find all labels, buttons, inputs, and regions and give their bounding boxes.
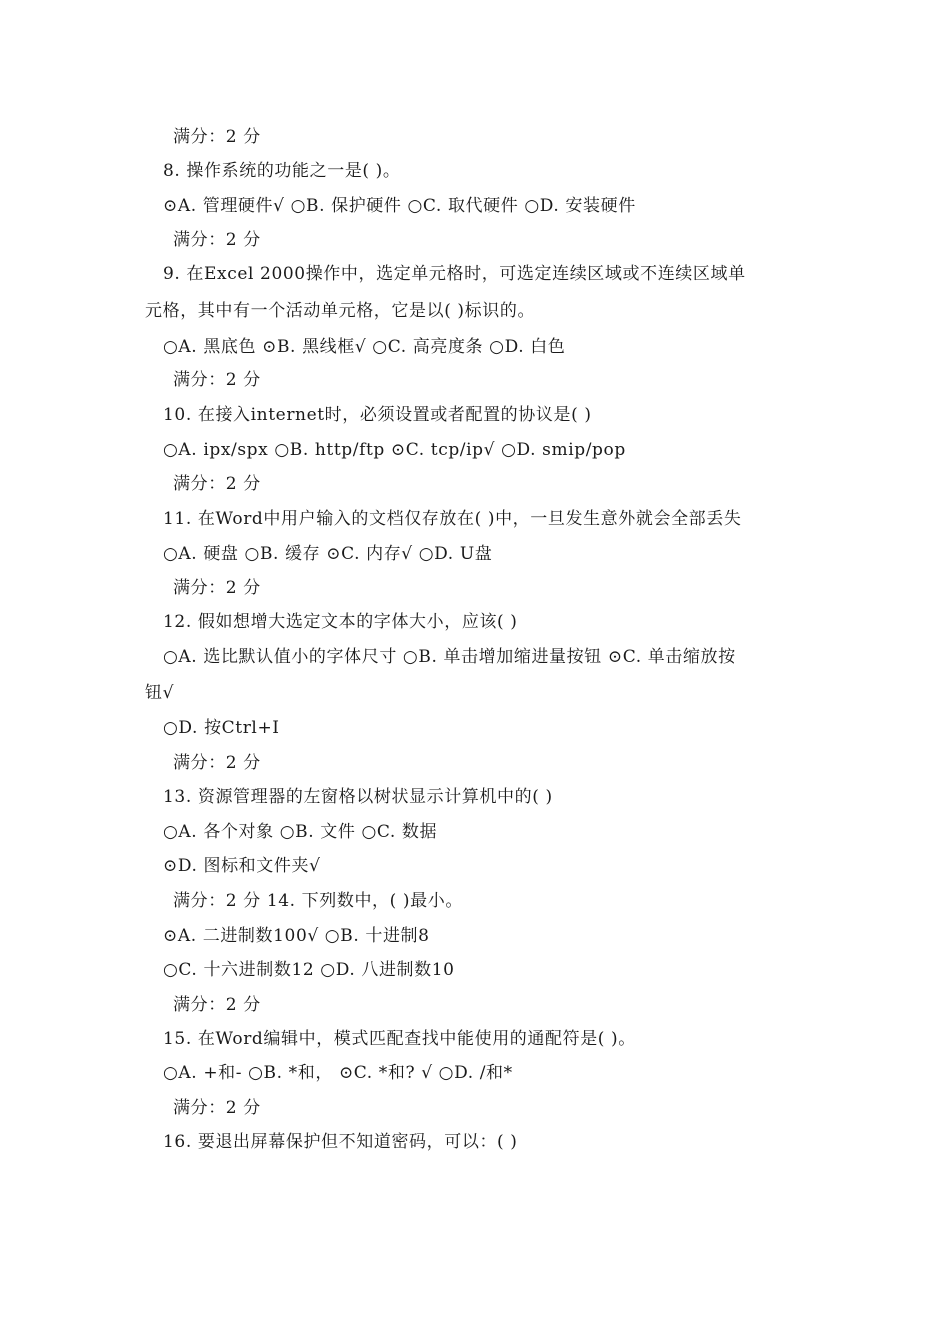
question-12: 12. 假如想增大选定文本的字体大小，应该( ) (163, 612, 518, 632)
score-line: 满分：2 分 (173, 370, 261, 390)
options-question-12: ○A. 选比默认值小的字体尺寸 ○B. 单击增加缩进量按钮 ⊙C. 单击缩放按 (163, 647, 736, 667)
score-line: 满分：2 分 (173, 474, 261, 494)
options-question-13: ○A. 各个对象 ○B. 文件 ○C. 数据 (163, 822, 438, 842)
question-8: 8. 操作系统的功能之一是( )。 (163, 161, 401, 181)
option-d-question-13: ⊙D. 图标和文件夹√ (163, 856, 321, 876)
options-question-9: ○A. 黑底色 ⊙B. 黑线框√ ○C. 高亮度条 ○D. 白色 (163, 337, 566, 357)
question-13: 13. 资源管理器的左窗格以树状显示计算机中的( ) (163, 787, 553, 807)
score-line: 满分：2 分 (173, 1098, 261, 1118)
score-and-question-14: 满分：2 分 14. 下列数中，( )最小。 (173, 891, 463, 911)
score-line: 满分：2 分 (173, 230, 261, 250)
question-9: 9. 在Excel 2000操作中，选定单元格时，可选定连续区域或不连续区域单 (163, 264, 746, 284)
question-16: 16. 要退出屏幕保护但不知道密码，可以：( ) (163, 1132, 518, 1152)
score-line: 满分：2 分 (173, 753, 261, 773)
options-question-11: ○A. 硬盘 ○B. 缓存 ⊙C. 内存√ ○D. U盘 (163, 544, 493, 564)
options-question-10: ○A. ipx/spx ○B. http/ftp ⊙C. tcp/ip√ ○D. smip/pop (163, 440, 626, 460)
score-line: 满分：2 分 (173, 995, 261, 1015)
options-question-14-ab: ⊙A. 二进制数100√ ○B. 十进制8 (163, 926, 430, 946)
score-line: 满分：2 分 (173, 127, 261, 147)
options-question-12-continued: 钮√ (145, 683, 175, 703)
options-question-14-cd: ○C. 十六进制数12 ○D. 八进制数10 (163, 960, 455, 980)
question-10: 10. 在接入internet时，必须设置或者配置的协议是( ) (163, 405, 592, 425)
options-question-15: ○A. +和- ○B. *和， ⊙C. *和? √ ○D. /和* (163, 1063, 513, 1083)
question-9-continued: 元格，其中有一个活动单元格，它是以( )标识的。 (145, 301, 536, 321)
question-11: 11. 在Word中用户输入的文档仅存放在( )中，一旦发生意外就会全部丢失 (163, 509, 742, 529)
options-question-8: ⊙A. 管理硬件√ ○B. 保护硬件 ○C. 取代硬件 ○D. 安装硬件 (163, 196, 636, 216)
option-d-question-12: ○D. 按Ctrl+I (163, 718, 280, 738)
question-15: 15. 在Word编辑中，模式匹配查找中能使用的通配符是( )。 (163, 1029, 636, 1049)
score-line: 满分：2 分 (173, 578, 261, 598)
